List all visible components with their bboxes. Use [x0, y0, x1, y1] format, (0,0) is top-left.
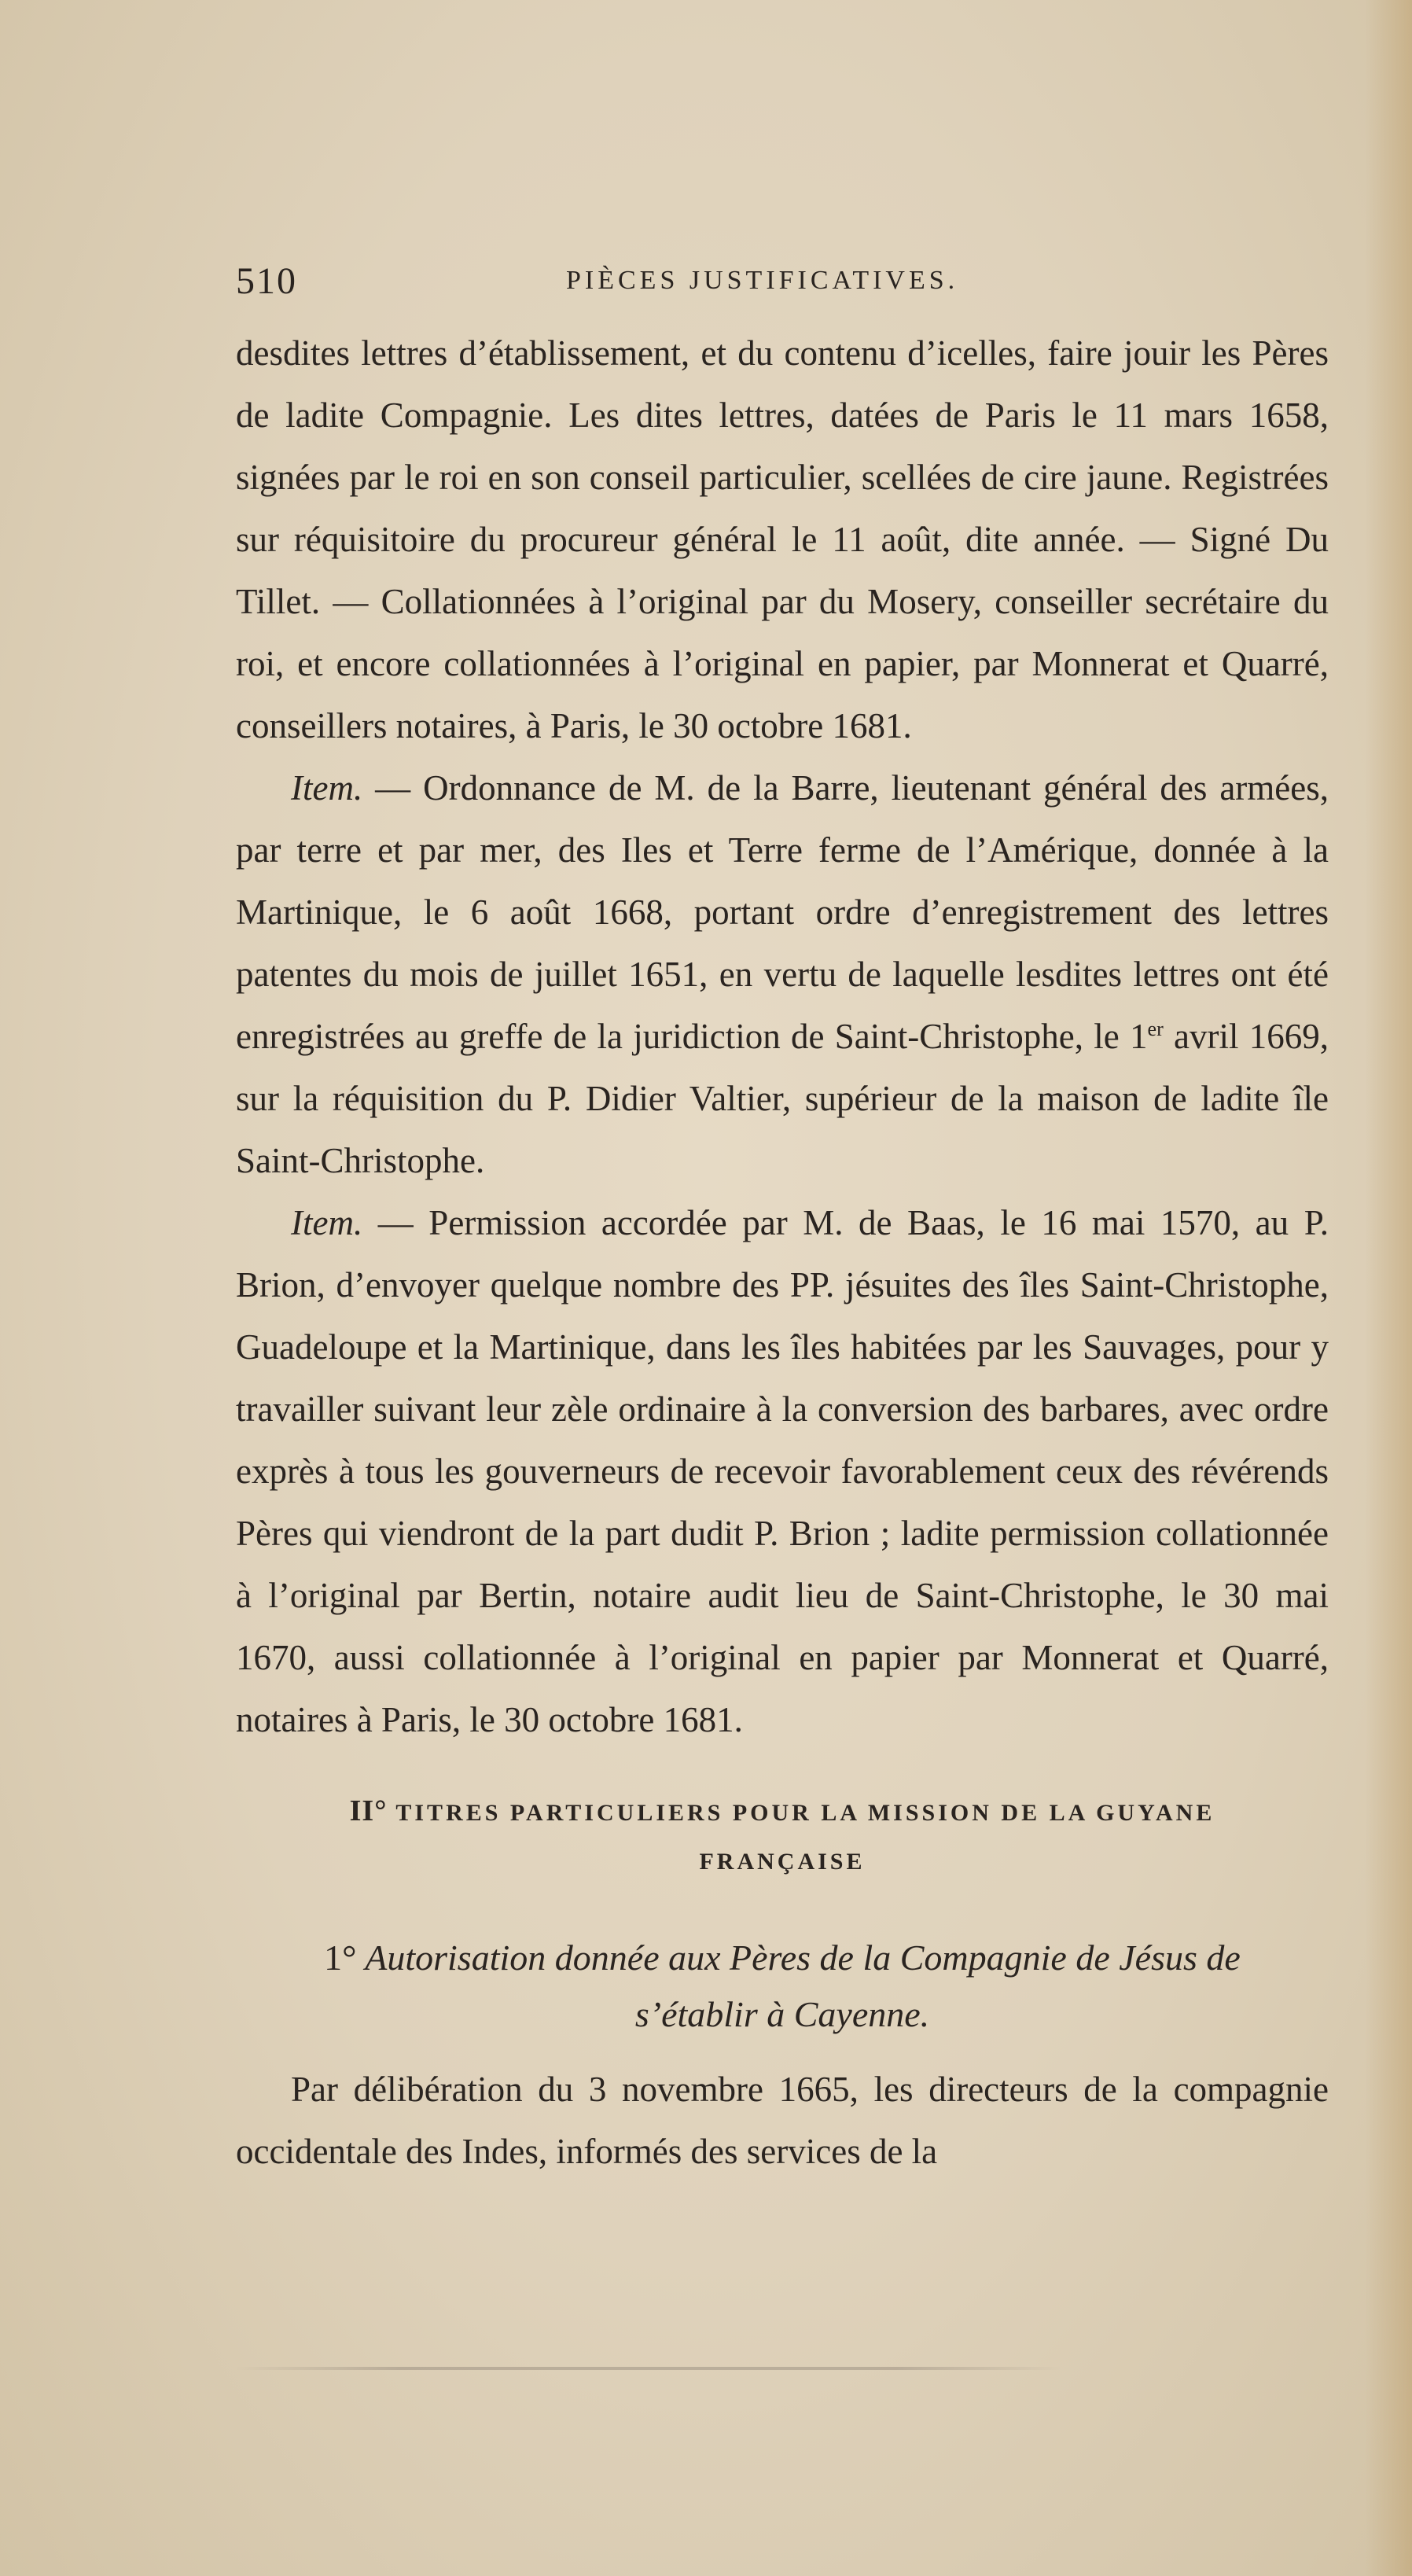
item-text: — Ordonnance de M. de la Barre, lieutenant général des armées, par terre et par mer, des Iles et Terre ferme de l’Amérique, donnée à la Martinique, le 6 août 1668, portant ordre d’enregistrement des lettres patentes du mois de juillet 1651, en vertu de laquelle lesdites lettres ont été enregistrées au greffe de la juridiction de Saint-Christophe, le 1 — [236, 768, 1329, 1056]
item-text-continued: avril 1669, sur la réquisition du P. Didier Valtier, supérieur de la maison de ladite île Saint-Christophe. — [236, 1017, 1329, 1180]
subsection-number: 1° — [324, 1938, 357, 1978]
paragraph-item-permission — [236, 1192, 1329, 1751]
item-label: Item. — [291, 1203, 363, 1242]
page-number: 510 — [236, 260, 297, 302]
page-edge-shadow — [1365, 0, 1412, 2576]
subsection-title-line1: Autorisation donnée aux Pères de la Compagnie de Jésus de — [365, 1938, 1241, 1978]
running-title: PIÈCES JUSTIFICATIVES. — [566, 266, 959, 295]
paragraph-letters-registration: desdites lettres d’établissement, et du contenu d’icelles, faire jouir les Pères de ladite Compagnie. Les dites lettres, datées de Paris le 11 mars 1658, signées par le roi en son conseil particulier, scellées de cire jaune. Registrées sur réquisitoire du procureur général le 11 août, dite année. — Signé Du Tillet. — Collationnées à l’original par du Mosery, conseiller secrétaire du roi, et encore collationnées à l’original en papier, par Monnerat et Quarré, conseillers notaires, à Paris, le 30 octobre 1681. — [236, 333, 1329, 745]
section-heading — [236, 1787, 1329, 1886]
item-text: — Permission accordée par M. de Baas, le 16 mai 1570, au P. Brion, d’envoyer quelque nombre des PP. jésuites des îles Saint-Christophe, Guadeloupe et la Martinique, dans les îles habitées par les Sauvages, pour y travailler suivant leur zèle ordinaire à la conversion des barbares, avec ordre exprès à tous les gouverneurs de recevoir favorablement ceux des révérends Pères qui viendront de la part dudit P. Brion ; ladite permission collationnée à l’original par Bertin, notaire audit lieu de Saint-Christophe, le 30 mai 1670, aussi collationnée à l’original en papier par Monnerat et Quarré, notaires à Paris, le 30 octobre 1681. — [236, 1203, 1329, 1739]
ordinal-superscript: er — [1147, 1018, 1164, 1040]
subsection-heading — [236, 1930, 1329, 2043]
item-label: Item. — [291, 768, 363, 808]
paragraph-deliberation: Par délibération du 3 novembre 1665, les directeurs de la compagnie occidentale des Indes, informés des services de la — [236, 2070, 1329, 2171]
section-numeral: II° — [349, 1794, 388, 1827]
paragraph-item-ordonnance — [236, 757, 1329, 1192]
subsection-title-line2: s’établir à Cayenne. — [634, 1994, 930, 2034]
bottom-faint-rule — [236, 2367, 1061, 2370]
section-title-line2: FRANÇAISE — [699, 1849, 866, 1875]
text-block — [236, 259, 1329, 2183]
section-title-line1: TITRES PARTICULIERS POUR LA MISSION DE LA GUYANE — [395, 1800, 1215, 1826]
running-head — [236, 259, 1329, 315]
